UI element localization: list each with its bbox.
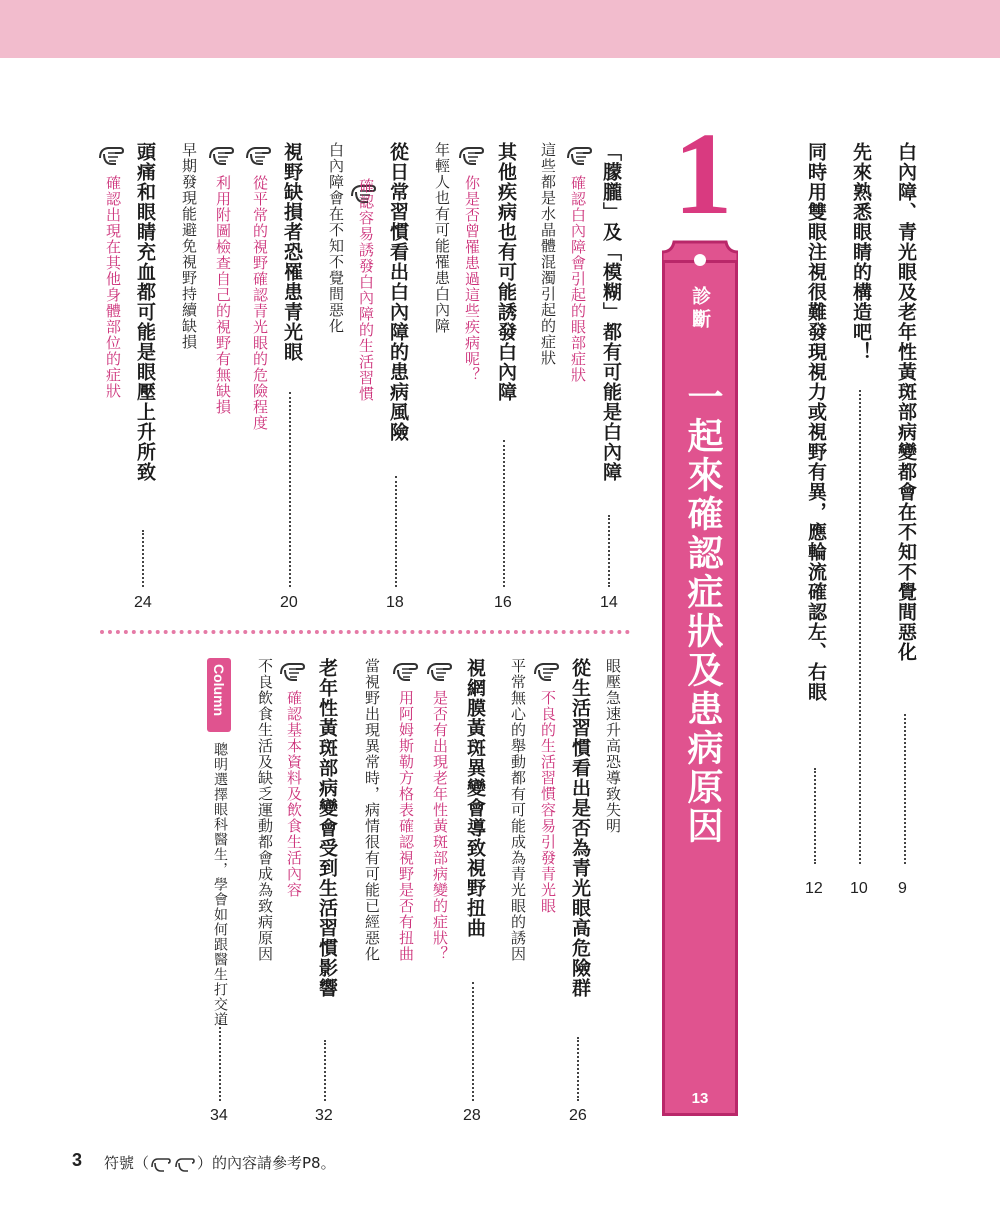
page-number: 26 [569, 1107, 587, 1124]
toc-description: 白內障會在不知不覺間惡化 [327, 142, 345, 334]
toc-entry-title[interactable]: 「朦朧」及「模糊」都有可能是白內障 [600, 142, 622, 482]
pointing-hand-icon [206, 140, 236, 170]
dot-leader [904, 714, 906, 864]
pointing-hand-icon [531, 656, 561, 686]
footer-note: 符號（ ）的內容請參考P8。 [104, 1152, 336, 1175]
toc-entry-title[interactable]: 聰明選擇眼科醫生，學會如何跟醫生打交道 [212, 742, 228, 1027]
toc-subtitle: 確認白內障會引起的眼部症狀 [569, 175, 587, 383]
dot-leader [395, 476, 397, 587]
dot-leader [219, 1020, 221, 1101]
page-number: 28 [463, 1107, 481, 1124]
dot-leader [289, 392, 291, 587]
page-number: 34 [210, 1107, 228, 1124]
chapter-title: 一起來確認症狀及患病原因 [682, 378, 723, 846]
toc-entry-title[interactable]: 視野缺損者恐罹患青光眼 [281, 142, 303, 362]
pointing-hand-icon [149, 1153, 197, 1175]
pointing-hand-icon [456, 140, 486, 170]
page-number: 24 [134, 594, 152, 611]
toc-entry-title[interactable]: 頭痛和眼睛充血都可能是眼壓上升所致 [134, 142, 156, 482]
pointing-hand-icon [277, 656, 307, 686]
dot-leader [503, 440, 505, 587]
page-number: 12 [805, 880, 823, 897]
toc-entry-title[interactable]: 從生活習慣看出是否為青光眼高危險群 [569, 658, 591, 998]
toc-subtitle: 確認基本資料及飲食生活內容 [285, 690, 303, 898]
toc-subtitle: 是否有出現老年性黃斑部病變的症狀？ [431, 690, 449, 962]
toc-entry-title[interactable]: 老年性黃斑部病變會受到生活習慣影響 [316, 658, 338, 998]
toc-description: 眼壓急速升高恐導致失明 [604, 658, 622, 834]
toc-subtitle: 確認出現在其他身體部位的症狀 [104, 175, 122, 399]
section-divider [100, 630, 630, 634]
pointing-hand-icon [424, 656, 454, 686]
dot-leader [814, 768, 816, 864]
page-number: 14 [600, 594, 618, 611]
toc-description: 年輕人也有可能罹患白內障 [433, 142, 451, 334]
column-badge: Column [207, 658, 231, 732]
page-number: 10 [850, 880, 868, 897]
toc-subtitle: 你是否曾罹患過這些疾病呢？ [463, 175, 481, 383]
toc-description: 當視野出現異常時，病情很有可能已經惡化 [363, 658, 381, 962]
tag-hole [694, 254, 706, 266]
toc-entry-title[interactable]: 白內障、青光眼及老年性黃斑部病變都會在不知不覺間惡化 [895, 142, 917, 662]
dot-leader [608, 515, 610, 587]
toc-entry-title[interactable]: 從日常習慣看出白內障的患病風險 [387, 142, 409, 442]
toc-description: 這些都是水晶體混濁引起的症狀 [539, 142, 557, 366]
pointing-hand-icon [243, 140, 273, 170]
chapter-label: 診斷 [689, 286, 711, 332]
page-number: 32 [315, 1107, 333, 1124]
dot-leader [577, 1037, 579, 1101]
dot-leader [859, 390, 861, 864]
toc-description: 不良飲食生活及缺乏運動都會成為致病原因 [256, 658, 274, 962]
toc-subtitle: 不良的生活習慣容易引發青光眼 [539, 690, 557, 914]
toc-subtitle: 確認容易誘發白內障的生活習慣 [357, 178, 375, 402]
toc-entry-title[interactable]: 視網膜黃斑異變會導致視野扭曲 [464, 658, 486, 938]
page-number: 18 [386, 594, 404, 611]
toc-subtitle: 利用附圖檢查自己的視野有無缺損 [214, 175, 232, 415]
chapter-number: 1 [673, 108, 733, 239]
pointing-hand-icon [96, 140, 126, 170]
page-number: 9 [898, 880, 907, 897]
page-number: 16 [494, 594, 512, 611]
top-banner [0, 0, 1000, 58]
toc-description: 早期發現能避免視野持續缺損 [180, 142, 198, 350]
pointing-hand-icon [390, 656, 420, 686]
dot-leader [142, 530, 144, 587]
toc-entry-title[interactable]: 同時用雙眼注視很難發現視力或視野有異，應輪流確認左、右眼 [805, 142, 827, 702]
pointing-hand-icon [564, 140, 594, 170]
page-number: 20 [280, 594, 298, 611]
toc-subtitle: 從平常的視野確認青光眼的危險程度 [251, 175, 269, 431]
dot-leader [324, 1040, 326, 1101]
dot-leader [472, 982, 474, 1101]
toc-subtitle: 用阿姆斯勒方格表確認視野是否有扭曲 [397, 690, 415, 962]
toc-entry-title[interactable]: 其他疾病也有可能誘發白內障 [495, 142, 517, 402]
toc-entry-title[interactable]: 先來熟悉眼睛的構造吧！ [850, 142, 872, 362]
page-number-footer: 3 [72, 1150, 83, 1170]
chapter-page-number: 13 [691, 1090, 709, 1107]
toc-description: 平常無心的舉動都有可能成為青光眼的誘因 [509, 658, 527, 962]
